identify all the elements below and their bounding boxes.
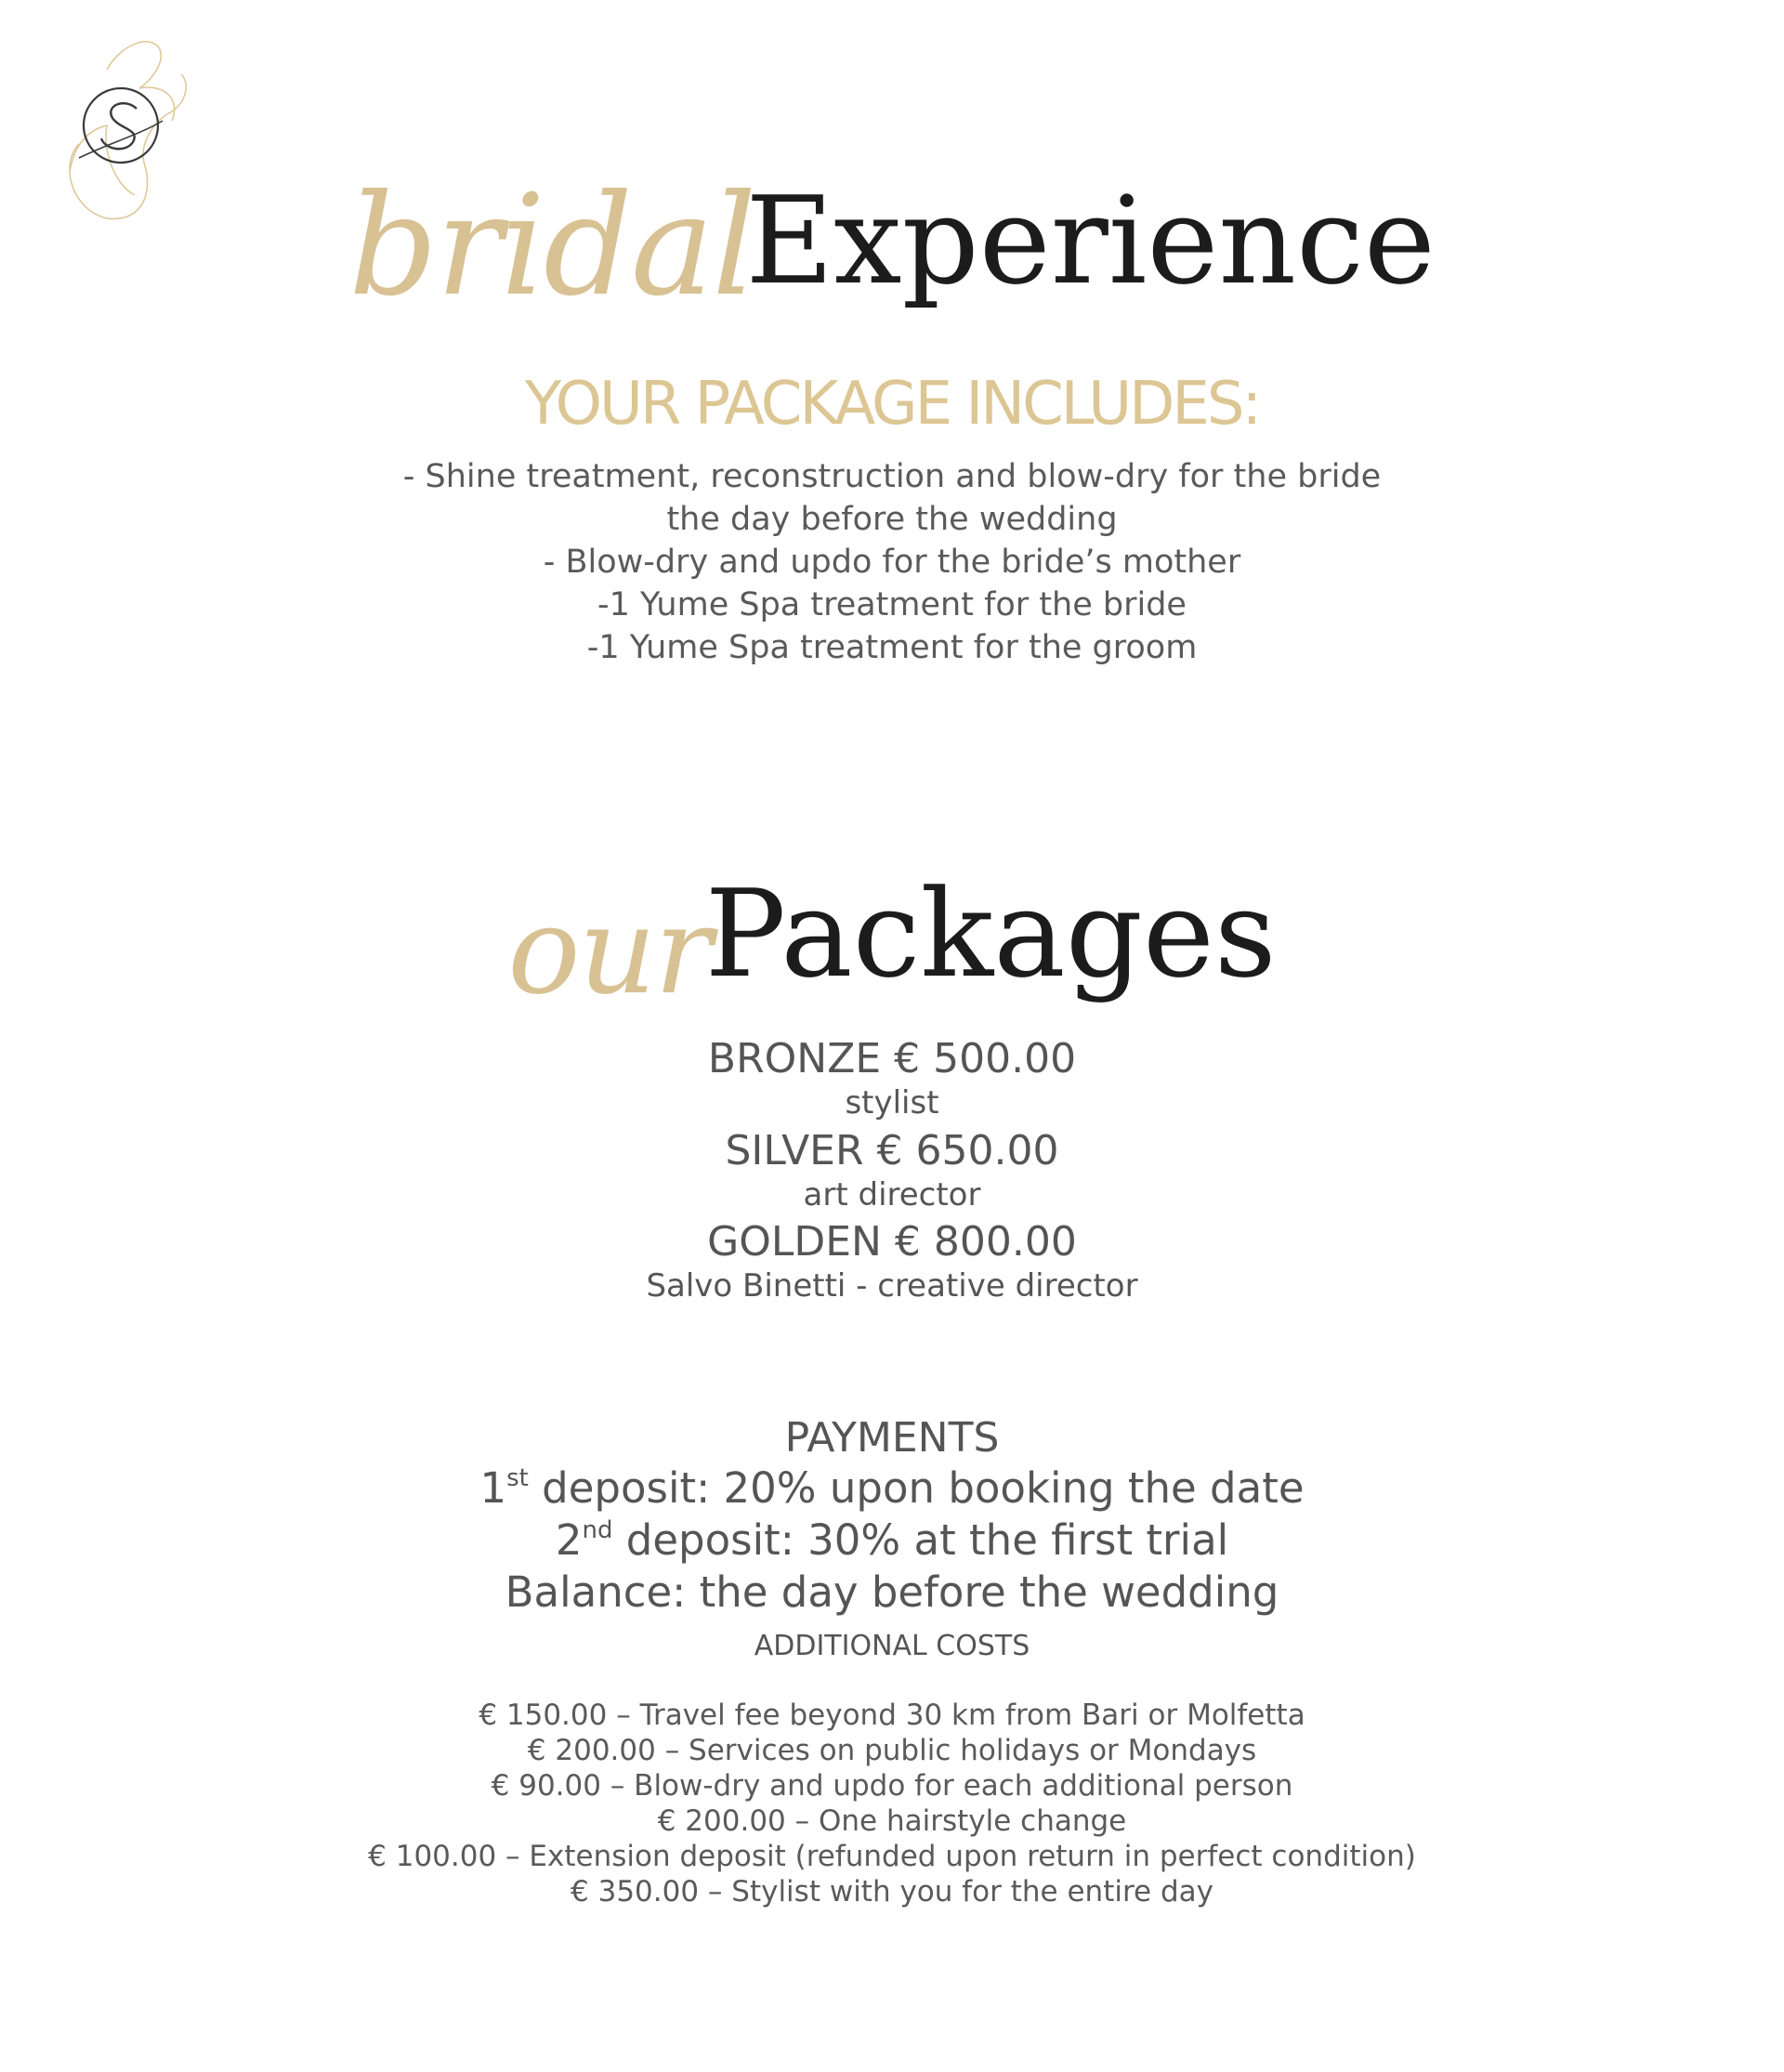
list-item: - Blow-dry and updo for the bride’s mother [543,544,1241,581]
ordinal-number: 2 [555,1515,583,1565]
additional-costs-heading: ADDITIONAL COSTS [754,1630,1030,1662]
ordinal-suffix: nd [582,1516,613,1544]
package-tier-bronze: BRONZE € 500.00 [707,1035,1077,1082]
payment-text: deposit: 30% at the first trial [612,1515,1229,1565]
package-tier-golden: GOLDEN € 800.00 [707,1218,1077,1265]
ordinal-suffix: st [506,1464,529,1492]
list-item: -1 Yume Spa treatment for the groom [586,629,1198,666]
list-item: € 150.00 – Travel fee beyond 30 km from Bari or Molfetta [479,1698,1305,1732]
payment-first-deposit [0,1462,1784,1515]
payment-text: deposit: 20% upon booking the date [528,1463,1305,1513]
package-tier-silver: SILVER € 650.00 [725,1127,1059,1174]
package-role-silver: art director [803,1176,981,1213]
list-item: € 200.00 – Services on public holidays or Mondays [527,1734,1257,1767]
includes-heading: YOUR PACKAGE INCLUDES: [525,370,1259,439]
additional-costs-list [0,1698,1784,1909]
list-item: € 100.00 – Extension deposit (refunded upon return in perfect condition) [368,1840,1416,1873]
package-role-bronze: stylist [845,1084,939,1121]
title-script-word: bridal [348,165,755,327]
ordinal-number: 1 [479,1463,507,1513]
payment-second-deposit [0,1515,1784,1567]
list-item: € 200.00 – One hairstyle change [657,1804,1127,1838]
payments-list [0,1462,1784,1619]
packages-script-word: our [507,880,711,1021]
payments-heading: PAYMENTS [784,1414,1000,1462]
includes-list [0,455,1784,669]
list-item: -1 Yume Spa treatment for the bride [597,586,1187,623]
list-item: - Shine treatment, reconstruction and blow-dry for the bride [402,458,1382,495]
payment-balance: Balance: the day before the wedding [505,1567,1279,1617]
packages-title-word: Packages [704,863,1277,1004]
package-role-golden: Salvo Binetti - creative director [646,1267,1138,1305]
packages-title [0,863,1784,1021]
page-title [0,165,1784,327]
list-item: € 350.00 – Stylist with you for the entire day [571,1875,1213,1908]
list-item: € 90.00 – Blow-dry and updo for each additional person [491,1769,1293,1803]
title-word: Experience [745,170,1436,311]
list-item: the day before the wedding [666,501,1118,538]
